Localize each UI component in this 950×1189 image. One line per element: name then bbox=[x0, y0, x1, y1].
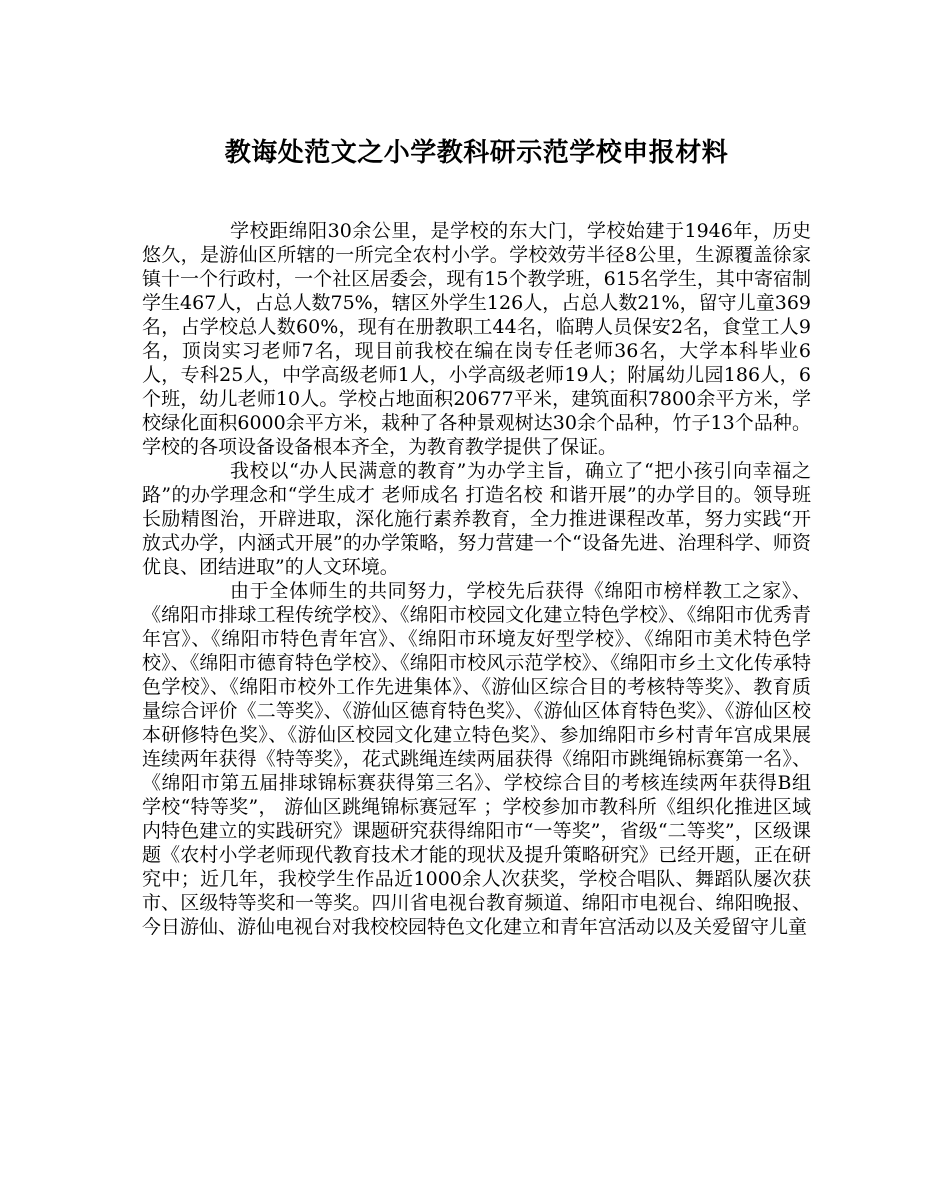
document-page bbox=[142, 135, 811, 939]
paragraph-school-overview: 学校距绵阳30余公里，是学校的东大门，学校始建于1946年，历史悠久，是游仙区所辖的一所完全农村小学。学校效劳半径8公里，生源覆盖徐家镇十一个行政村，一个社区居委会，现有15个教学班，615名学生，其中寄宿制学生467人，占总人数75%，辖区外学生126人，占总人数21%，留守儿童369名，占学校总人数60%，现有在册教职工44名，临聘人员保安2名，食堂工人9名，顶岗实习老师7名，现目前我校在编在岗专任老师36名，大学本科毕业6人，专科25人，中学高级老师1人，小学高级老师19人；附属幼儿园186人，6个班，幼儿老师10人。学校占地面积20677平米，建筑面积7800余平方米，学校绿化面积6000余平方米，栽种了各种景观树达30余个品种，竹子13个品种。学校的各项设备设备根本齐全，为教育教学提供了保证。 bbox=[142, 220, 811, 458]
paragraph-school-honors: 由于全体师生的共同努力，学校先后获得《绵阳市榜样教工之家》、《绵阳市排球工程传统学校》、《绵阳市校园文化建立特色学校》、《绵阳市优秀青年宫》、《绵阳市特色青年宫》、《绵阳市环境友好型学校》、《绵阳市美术特色学校》、《绵阳市德育特色学校》、《绵阳市校风示范学校》、《绵阳市乡土文化传承特色学校》、《绵阳市校外工作先进集体》、《游仙区综合目的考核特等奖》、教育质量综合评价《二等奖》、《游仙区德育特色奖》、《游仙区体育特色奖》、《游仙区校本研修特色奖》、《游仙区校园文化建立特色奖》、参加绵阳市乡村青年宫成果展连续两年获得《特等奖》，花式跳绳连续两届获得《绵阳市跳绳锦标赛第一名》、《绵阳市第五届排球锦标赛获得第三名》、学校综合目的考核连续两年获得B组学校“特等奖”， 游仙区跳绳锦标赛冠军 ；学校参加市教科所《组织化推进区域内特色建立的实践研究》课题研究获得绵阳市“一等奖”，省级“二等奖”，区级课题《农村小学老师现代教育技术才能的现状及提升策略研究》已经开题，正在研究中；近几年，我校学生作品近1000余人次获奖，学校合唱队、舞蹈队屡次获市、区级特等奖和一等奖。四川省电视台教育频道、绵阳市电视台、绵阳晚报、今日游仙、游仙电视台对我校校园特色文化建立和青年宫活动以及关爱留守儿童 bbox=[142, 580, 811, 938]
document-title: 教诲处范文之小学教科研示范学校申报材料 bbox=[224, 138, 729, 168]
paragraph-school-philosophy: 我校以“办人民满意的教育”为办学主旨，确立了“把小孩引向幸福之路”的办学理念和“学生成才 老师成名 打造名校 和谐开展”的办学目的。领导班长励精图治，开辟进取，深化施行素养教育，全力推进课程改革，努力实践“开放式办学，内涵式开展”的办学策略，努力营建一个“设备先进、治理科学、师资优良、团结进取”的人文环境。 bbox=[142, 460, 811, 578]
